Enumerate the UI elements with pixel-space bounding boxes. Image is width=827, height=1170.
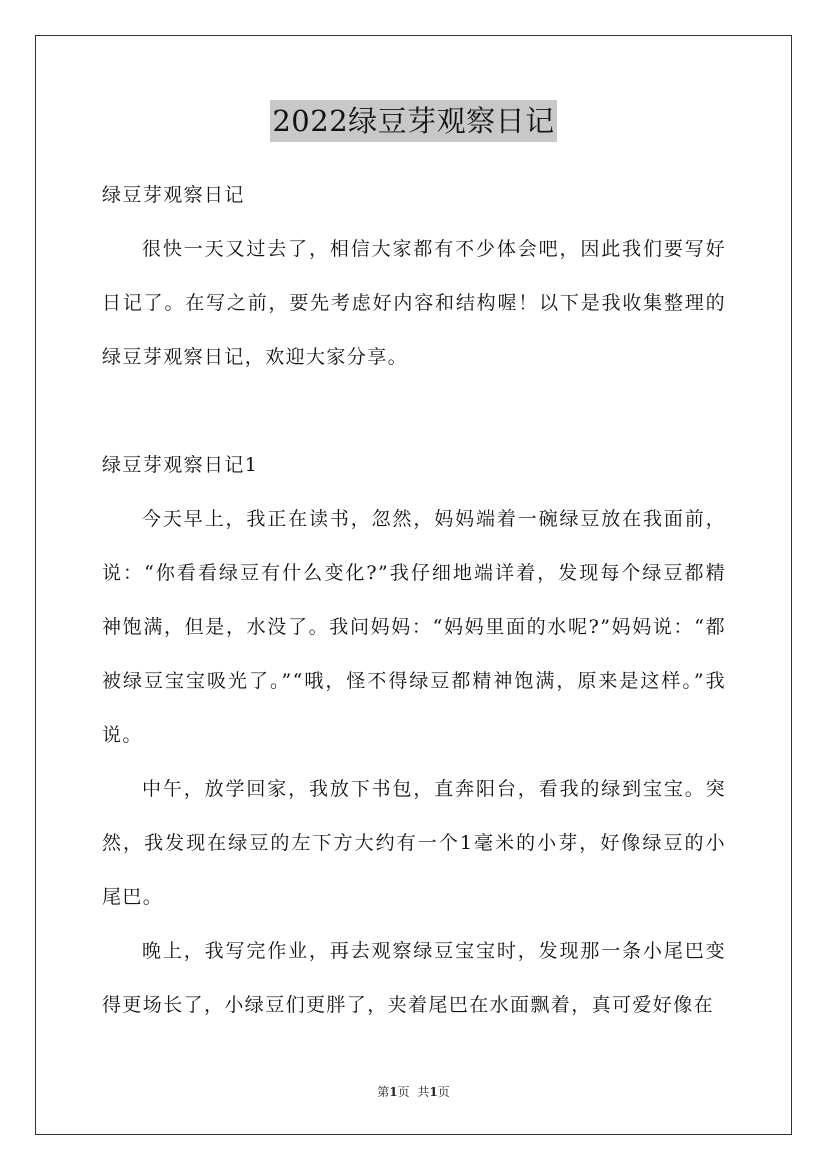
total-pages: 1 [429, 1085, 438, 1099]
page-footer [0, 1082, 827, 1102]
body-paragraph-2: 中午，放学回家，我放下书包，直奔阳台，看我的绿到宝宝。突然，我发现在绿豆的左下方大约有一个1毫米的小芽，好像绿豆的小尾巴。 [102, 778, 726, 908]
section-heading: 绿豆芽观察日记1 [102, 454, 259, 476]
total-suffix: 页 [437, 1085, 450, 1099]
document-body [102, 168, 726, 1032]
document-subtitle: 绿豆芽观察日记 [102, 184, 245, 206]
page-suffix: 页 [397, 1085, 410, 1099]
intro-paragraph: 很快一天又过去了，相信大家都有不少体会吧，因此我们要写好日记了。在写之前，要先考虑好内容和结构喔！以下是我收集整理的绿豆芽观察日记，欢迎大家分享。 [102, 238, 726, 368]
page-prefix: 第 [377, 1085, 390, 1099]
body-paragraph-3: 晚上，我写完作业，再去观察绿豆宝宝时，发现那一条小尾巴变得更场长了，小绿豆们更胖了，夹着尾巴在水面飘着，真可爱好像在 [102, 940, 726, 1016]
paragraph-spacer [102, 384, 726, 438]
page-number: 1 [389, 1085, 398, 1099]
document-title: 2022绿豆芽观察日记 [270, 100, 556, 142]
title-container [0, 100, 827, 142]
total-prefix: 共 [417, 1085, 430, 1099]
body-paragraph-1: 今天早上，我正在读书，忽然，妈妈端着一碗绿豆放在我面前，说：“你看看绿豆有什么变化?”我仔细地端详着，发现每个绿豆都精神饱满，但是，水没了。我问妈妈：“妈妈里面的水呢?”妈妈说：“都被绿豆宝宝吸光了。”“哦，怪不得绿豆都精神饱满，原来是这样。”我说。 [102, 508, 726, 746]
